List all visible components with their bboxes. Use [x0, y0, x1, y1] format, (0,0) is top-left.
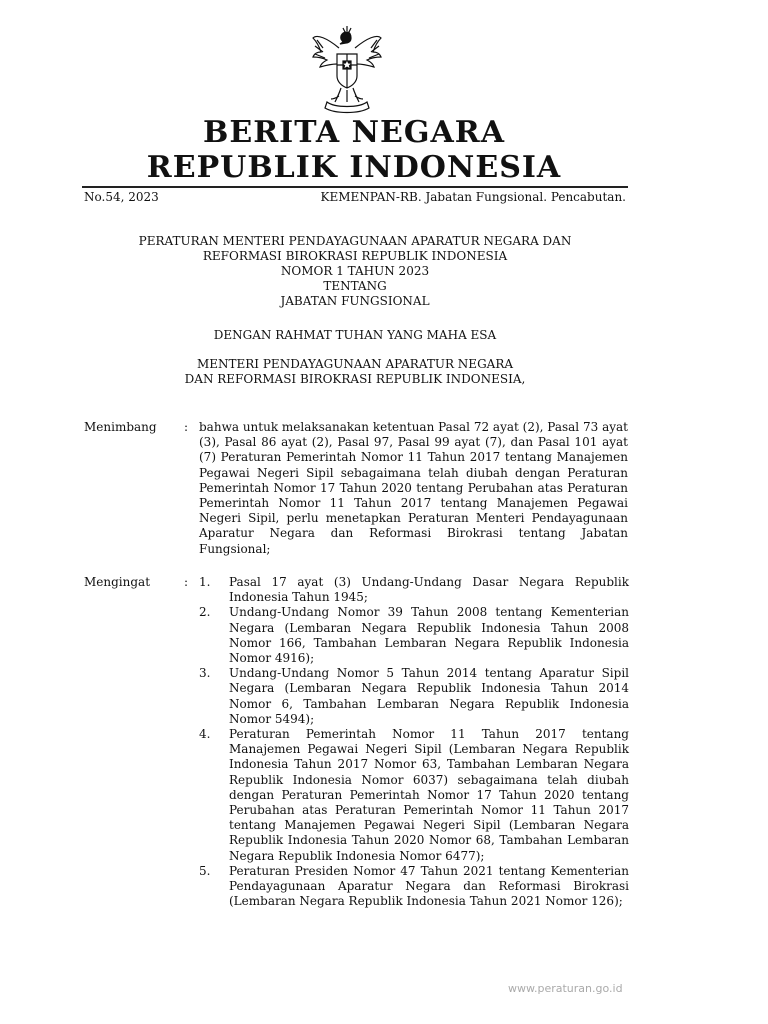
masthead-title-line1: BERITA NEGARA [203, 115, 505, 150]
list-item-text: Peraturan Presiden Nomor 47 Tahun 2021 tentang Kementerian Pendayagunaan Aparatur Negara dan Reformasi Birokrasi (Lembaran Negara Republik Indonesia Tahun 2021 Nomor 126); [229, 863, 629, 909]
list-item-number: 3. [199, 666, 211, 681]
regulation-subject: JABATAN FUNGSIONAL [280, 294, 430, 308]
masthead-divider [82, 186, 628, 188]
garuda-emblem-icon [309, 24, 385, 114]
list-item-text: Pasal 17 ayat (3) Undang-Undang Dasar Negara Republik Indonesia Tahun 1945; [229, 575, 629, 605]
mengingat-colon: : [184, 575, 189, 589]
list-item [199, 666, 629, 727]
regulation-title-line: PERATURAN MENTERI PENDAYAGUNAAN APARATUR NEGARA DAN [138, 234, 572, 248]
list-item-number: 2. [199, 605, 211, 620]
list-item-number: 5. [199, 863, 211, 878]
list-item [199, 575, 629, 605]
menimbang-text: bahwa untuk melaksanakan ketentuan Pasal 72 ayat (2), Pasal 73 ayat (3), Pasal 86 ayat (2), Pasal 97, Pasal 99 ayat (7), dan Pasal 101 ayat (7) Peraturan Pemerintah Nomor 11 Tahun 2017 tentang Manajemen Pegawai Negeri Sipil sebagaimana telah diubah dengan Peraturan Pemerintah Nomor 17 Tahun 2020 tentang Perubahan atas Peraturan Pemerintah Nomor 11 Tahun 2017 tentang Manajemen Pegawai Negeri Sipil, perlu menetapkan Peraturan Menteri Pendayagunaan Aparatur Negara dan Reformasi Birokrasi tentang Jabatan Fungsional; [199, 420, 628, 556]
list-item-text: Peraturan Pemerintah Nomor 11 Tahun 2017 tentang Manajemen Pegawai Negeri Sipil (Lembaran Negara Republik Indonesia Tahun 2017 Nomor 63, Tambahan Lembaran Negara Republik Indonesia Nomor 6037) sebagaimana telah diubah dengan Peraturan Pemerintah Nomor 17 Tahun 2020 tentang Perubahan atas Peraturan Pemerintah Nomor 11 Tahun 2017 tentang Manajemen Pegawai Negeri Sipil (Lembaran Negara Republik Indonesia Tahun 2020 Nomor 68, Tambahan Lembaran Negara Republik Indonesia Nomor 6477); [229, 727, 629, 863]
regulation-number: NOMOR 1 TAHUN 2023 [280, 264, 430, 278]
mengingat-list [199, 575, 629, 909]
mengingat-label: Mengingat [84, 575, 151, 589]
regulation-tentang: TENTANG [323, 279, 387, 293]
list-item [199, 605, 629, 666]
list-item-text: Undang-Undang Nomor 39 Tahun 2008 tentang Kementerian Negara (Lembaran Negara Republik Indonesia Tahun 2008 Nomor 166, Tambahan Lembaran Negara Republik Indonesia Nomor 4916); [229, 605, 629, 666]
list-item [199, 727, 629, 864]
document-number: No.54, 2023 [84, 190, 159, 204]
document-subject: KEMENPAN-RB. Jabatan Fungsional. Pencabutan. [320, 190, 626, 204]
minister-heading-line: MENTERI PENDAYAGUNAAN APARATUR NEGARA [196, 357, 514, 371]
masthead-title-line2: REPUBLIK INDONESIA [146, 150, 562, 185]
minister-heading-line: DAN REFORMASI BIROKRASI REPUBLIK INDONESIA, [184, 372, 526, 386]
footer-website-link[interactable]: www.peraturan.go.id [508, 982, 623, 995]
menimbang-colon: : [184, 420, 189, 434]
list-item-text: Undang-Undang Nomor 5 Tahun 2014 tentang Aparatur Sipil Negara (Lembaran Negara Republik Indonesia Tahun 2014 Nomor 6, Tambahan Lembaran Negara Republik Indonesia Nomor 5494); [229, 666, 629, 726]
preamble-grace: DENGAN RAHMAT TUHAN YANG MAHA ESA [213, 328, 497, 342]
list-item-number: 4. [199, 727, 211, 742]
menimbang-label: Menimbang [84, 420, 157, 434]
minister-heading [82, 357, 628, 387]
list-item [199, 864, 629, 910]
regulation-title [82, 234, 628, 309]
regulation-title-line: REFORMASI BIROKRASI REPUBLIK INDONESIA [202, 249, 508, 263]
list-item-number: 1. [199, 575, 211, 589]
